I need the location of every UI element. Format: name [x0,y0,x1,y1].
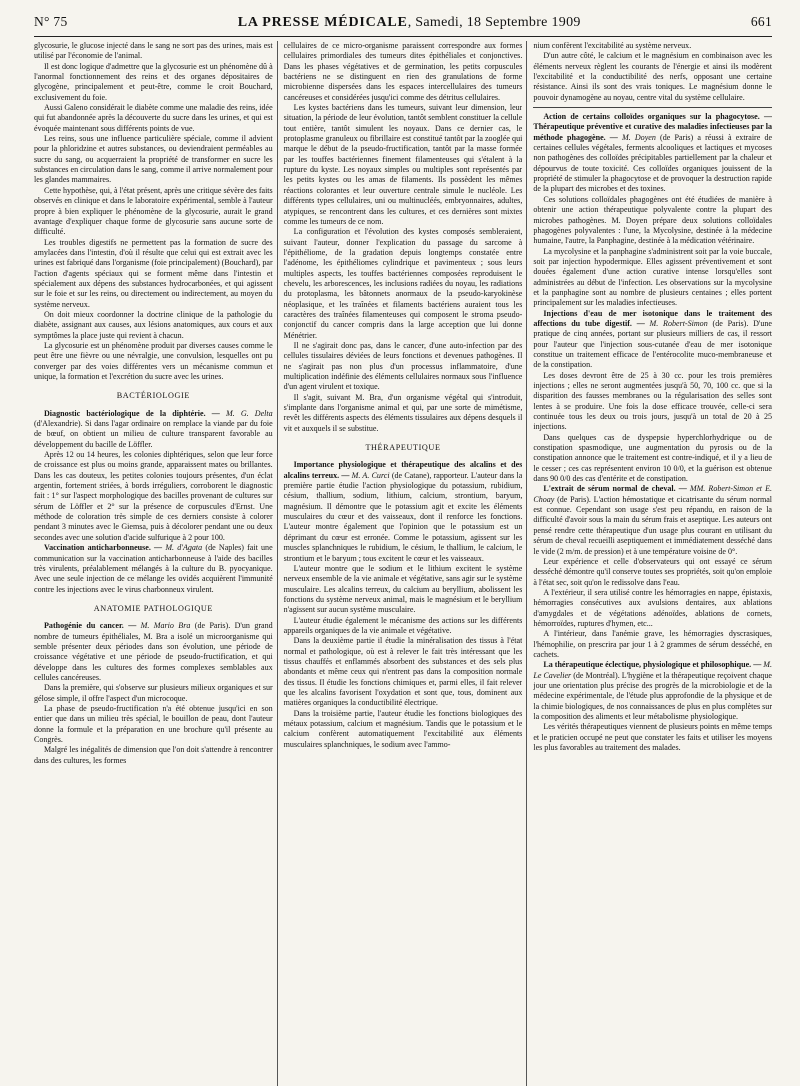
paragraph: La mycolysine et la panphagine s'administrent soit par la voie buccale, soit par injection hypodermique. Elles agissent préventivement et sont douées également d'une action curative intense lorsqu'elles sont administrées au début de l'infection. Les observations sur la mycolysine et la panphagine sont au nombre de plusieurs centaines ; elles portent principalement sur les maladies infectieuses. [533,246,773,308]
section-heading-anatomie: ANATOMIE PATHOLOGIQUE [93,603,213,613]
paragraph: Les kystes bactériens dans les tumeurs, suivant leur dimension, leur situation, la période de leur évolution, tantôt semblent constituer la cellule tout entière, tantôt simulent les noyaux. Dans ce dernier cas, le protoplasme granuleux ou fibrillaire est constitué tantôt par la zooglée qui marque le début de la pseudo-fructification, tantôt par la masse formée par les touffes bactériennes finement filamenteuses qui s'étalent à la rupture du kyste. Les noyaux simples ou multiples sont représentés par les petits kystes ou les amas de filaments. Ils possèdent les mêmes réactions colorantes et leur ouverture centrale simule le nucléole. Les différents types cellulaires, uni ou multinucléés, embryonnaires, adultes, atypiques, se rencontrent dans les cultures, et ces dernières sont mixtes comme les tumeurs de ce nom. [283,103,523,226]
article-body: (de Paris). D'un grand nombre de tumeurs épithéliales, M. Bra a isolé un microorganisme qui semble présenter deux périodes dans son évolution, une période de croissance végétative et une période de pseudo-fructification, et qui développe dans les cultures des formes complexes semblables aux cellules cancéreuses. [34,621,273,682]
article-alcalins [284,460,523,563]
column-2 [277,41,523,1086]
article-body: (de Catane), rapporteur. L'auteur dans la première partie étudie l'action physiologique du potassium, rubidium, césium, thallium, sodium, lithium, calcium, strontium, baryum, magnésium. Il démontre que le potassium agit et excite les éléments musculaires du cœur et des vaisseaux, dont il renforce les fonctions. L'auteur montre également que l'opinion que le potassium est un déprimant du cœur est erronée. Comme le potassium, agissent sur les muscles splanchniques le rubidium, le césium, le thallium, le calcium, le strontium et le baryum ; tous excitent le cœur et les vaisseaux. [283,470,523,563]
paragraph: Les doses devront être de 25 à 30 cc. pour les trois premières injections ; elles ne seront augmentées jusqu'à 50, 70, 100 cc. que si la disparition des fausses membranes ou la régularisation des selles sont lentes à se produire. Une fois la dose efficace trouvée, celle-ci sera continuée tous les deux ou trois jours, jusqu'à un total de 20 à 25 injections. [533,370,773,432]
issue-number: N° 75 [34,14,68,29]
article-title: Injections d'eau de mer isotonique dans le traitement des affections du tube digestif. — [533,308,773,328]
paragraph: La configuration et l'évolution des kystes composés sembleraient, suivant l'auteur, donner l'explication du passage du sarcome à l'épithéliome, de la gradation depuis longtemps constatée entre l'adénome, les épithéliomes cylindrique et pavimenteux ; sous leurs multiples aspects, les touffes bactériennes composées reproduisent le chevelu, les arborescences, les inclusions radiées du noyau, les radiations du protoplasma, les bâtonnets anormaux de la pseudo-karyokinèse néoplasique, et les traînées et filaments bactériens auraient tous les caractères des traînées filamenteuses qui composent le stroma pseudo-conjonctif du cancer compris dans la large acception que lui donne Ménétrier. [283,227,523,340]
paragraph: Malgré les inégalités de dimension que l'on doit s'attendre à rencontrer dans des cultures, les formes [34,745,273,765]
article-author: M. G. Delta [225,408,273,418]
article-serum [533,484,772,556]
article-eclectique [533,660,772,722]
issue-date: , Samedi, 18 Septembre 1909 [407,15,581,30]
article-title: Vaccination anticharbonneuse. — [44,543,163,553]
article-body: (de Paris). D'une pratique de cinq années, portant sur plusieurs milliers de cas, il ressort pour l'auteur que l'injection sous-cutanée d'eau de mer isotonique constitue un traitement efficace de l'entérocolite muco-membraneuse et de la constipation. [533,318,773,370]
paragraph: Leur expérience et celle d'observateurs qui ont essayé ce sérum desséché démontre qu'il conserve toutes ses propriétés, soit qu'on emploie à l'état sec, soit qu'on le redissolve dans l'eau. [533,556,773,587]
divider [533,107,772,108]
paragraph: L'auteur étudie également le mécanisme des actions sur les différents appareils organiques de la vie animale et végétative. [283,615,523,635]
paragraph: A l'extérieur, il sera utilisé contre les hémorragies en nappe, épistaxis, hémorragies consécutives aux avulsions dentaires, aux ablations d'amygdales et de végétations adénoïdes, ablations de cornets, hémorroïdes, ruptures d'hymen, etc... [533,587,773,628]
paragraph: Il s'agit, suivant M. Bra, d'un organisme végétal qui s'introduit, s'implante dans l'organisme animal et qui, par une sorte de mimétisme, revêt les différents aspects des éléments tissulaires aux dépens desquels il vit et auxquels il se substitue. [283,392,523,433]
paragraph: Les reins, sous une influence particulière spéciale, comme il advient pour la phloridzine et autres substances, ou deviendraient perméables au sucre du sang, ou acquerraient la propriété de transformer en sucre les substances en circulation dans le sang, comme il arrive normalement pour les glandes mammaires. [34,134,273,185]
masthead [34,14,772,37]
paragraph: La glycosurie est un phénomène produit par diverses causes comme le peut être une fièvre ou une névralgie, une convulsion, lesquelles ont pu converger par des voies différentes vers un mécanisme commun et unique, la formation et l'excrétion du sucre avec les urines. [34,340,273,381]
article-title: Diagnostic bactériologique de la diphtérie. — [44,408,220,418]
paragraph: D'un autre côté, le calcium et le magnésium en combinaison avec les éléments nerveux règlent les courants de l'énergie et ainsi ils modèrent l'excitabilité et la conductibilité des nerfs, opposant une certaine résistance. Ainsi ils sont des vrais toniques. Le magnésium donne le pouvoir dynamogène au noyau, centre vital du système cellulaire. [533,51,773,102]
paragraph: Après 12 ou 14 heures, les colonies diphtériques, selon que leur force de croissance est plus ou moins grande, apparaissent mates ou brillantes. Dans les cas douteux, les petites colonies toujours présentes, d'un éclat argentin, fortement striées, à bords irréguliers, corroborent le diagnostic fait : 1° sur l'aspect morphologique des bacilles provenant de cultures sur sérum de Löffler et 2° sur la présence de corpuscules d'Ernst. Une méthode de coloration très simple de ces derniers consiste à colorer pendant 3 minutes avec le Giemsa, puis à décolorer pendant une ou deux secondes avec une solution d'acide sulfurique à 2 pour 100. [34,450,273,542]
paragraph: Il est donc logique d'admettre que la glycosurie est un phénomène dû à l'anormal fonctionnement des reins et des organes dépositaires de glycogène, principalement et peut-être, comme le croit Bouchard, exclusivement du foie. [34,61,273,102]
article-body: (de Naples) fait une communication sur la vaccination anticharbonneuse à l'aide des bacilles très virulents, préalablement mélangés à la culture du B. pyocyanique. Avec une seule injection de ce mélange les ovidés acquièrent l'immunité contre les injections avec le virus charbonneux virulent. [34,543,273,594]
article-body: (de Montréal). L'hygiène et la thérapeutique reçoivent chaque jour une orientation plus précise des progrès de la microbiologie et de la médecine expérimentale, de l'étude plus approfondie de la physique et de la chimie biologiques, de nos connaissances de plus en plus complètes sur la composition des aliments et leur métabolisme physiologique. [533,670,773,721]
paragraph: glycosurie, le glucose injecté dans le sang ne sort pas des urines, mais est utilisé par l'économie de l'animal. [34,41,273,61]
column-3 [526,41,772,1086]
paragraph: On doit mieux coordonner la doctrine clinique de la pathologie du diabète, assignant aux causes, aux lésions anatomiques, aux cours et aux symptômes la place juste qui revient à chacun. [34,309,273,340]
article-author: M. Robert-Simon [649,318,708,328]
journal-title: LA PRESSE MÉDICALE [237,15,408,30]
paragraph: Dans la troisième partie, l'auteur étudie les fonctions biologiques des métaux potassium, calcium et magnésium. Tandis que le potassium et le calcium confèrent automatiquement l'excitabilité aux éléments musculaires splanchniques, le sodium avec l'ammo- [283,708,523,749]
article-cancer [34,621,273,683]
article-title: Importance physiologique et thérapeutique des alcalins et des alcalins terreux. — [283,460,523,480]
article-eau-de-mer [533,309,772,371]
journal-title-line [238,15,581,31]
section-heading-therapeutique: THÉRAPEUTIQUE [365,443,441,453]
page-number: 661 [750,14,772,29]
article-author: MM. Robert-Simon et E. Choay [533,484,773,504]
paragraph: Dans la deuxième partie il étudie la minéralisation des tissus à l'état normal et pathologique, où est à relever le fait très intéressant que les tissus chauffés et enflammés absorbent des substances et des sels plus abondants et même ceux qui n'entrent pas dans la composition normale des tissus. Il étudie les fonctions chimiques et, parmi elles, il fait relever que les alcalins favorisent l'oxydation et sont que, tous, dominent aux matières organiques la conductibilité électrique. [283,636,523,708]
paragraph: La phase de pseudo-fructification n'a été obtenue jusqu'ici en son entier que dans un milieu très spécial, le bouillon de peau, dont l'auteur donne la formule et la préparation en une brochure qu'il présente au Congrès. [34,703,273,744]
paragraph: nium confèrent l'excitabilité au système nerveux. [533,41,692,50]
article-body: (de Paris) a réussi à extraire de certaines cellules végétales, ferments alcooliques et lactiques et mycoses non pathogènes des colloïdes précipitables partiellement par la chaleur et dépourvus de toute toxicité. Ces colloïdes organiques jouissent de la propriété de stimuler la phagocytose et de provoquer la destruction rapide de la plupart des microbes et des toxines. [533,132,773,194]
article-title: Pathogénie du cancer. — [44,621,137,631]
paragraph: Cette hypothèse, qui, à l'état présent, après une critique sévère des faits observés en clinique et dans le laboratoire expérimental, semble à l'auteur propre à bien expliquer le phénomène de la glycosurie, aurait le grand avantage d'expliquer chaque forme de glycosurie sans aucune sorte de difficulté. [34,185,273,237]
paragraph: A l'intérieur, dans l'anémie grave, les hémorragies dyscrasiques, l'hémophilie, on prescrira par jour 1 à 2 grammes de sérum desséché, en cachets. [533,629,773,659]
paragraph: Dans quelques cas de dyspepsie hyperchlorhydrique ou de constipation spasmodique, une augmentation du pyrosis ou de la constipation annonce que le traitement est contre-indiqué, et il y a lieu de le cesser ; ces cas représentent environ 10 0/0, et la guérison est obtenue dans 90 0/0 des cas d'entérite et de constipation. [533,432,773,484]
article-author: M. A. Curci [351,470,390,480]
article-diphterie [34,409,273,450]
paragraph: Les vérités thérapeutiques viennent de plusieurs points en même temps et le praticien occupé ne peut que constater les faits et utiliser les moyens les plus favorables au traitement des malades. [533,722,773,753]
article-body: (de Paris). L'action hémostatique et cicatrisante du sérum normal est connue. Cependant son usage s'est peu répandu, en raison de la difficulté d'avoir sous la main du sérum frais et aseptique. Les auteurs ont pensé rendre cette thérapeutique d'un usage plus courant en utilisant du sérum de cheval recueilli aseptiquement et immédiatement desséché dans le vide (2 m/m. de pression) et à une température voisine de 0°. [533,494,773,556]
article-title: Action de certains colloïdes organiques sur la phagocytose. — Thérapeutique préventive et curative des maladies infectieuses par la méthode phagogène. — [533,112,773,142]
article-author: M. Doyen [622,132,656,142]
article-author: M. d'Agata [165,543,203,553]
paragraph: L'auteur montre que le sodium et le lithium excitent le système nerveux ensemble de la vie animale et végétative, sans agir sur le système musculaire. Les alcalins terreux, du calcium au beryllium, abolissent les fonctions du système nerveux animal, mais le magnésium et le beryllium n'agissent sur aucun système musculaire. [283,563,523,615]
article-vaccination [34,543,273,595]
paragraph: Ces solutions colloïdales phagogènes ont été étudiées de manière à obtenir une action thérapeutique polyvalente contre la plupart des microbes pathogènes. M. Doyen prépare deux solutions colloïdales phagogènes polyvalentes : l'une, la Mycolysine, destinée à la médecine humaine, l'autre, la Panphagine, destinée à la médication vétérinaire. [533,194,773,246]
columns [34,41,772,1086]
paragraph: Il ne s'agirait donc pas, dans le cancer, d'une auto-infection par des cellules tissulaires déviées de leurs fonctions et devenues pathogènes. Il ne s'agirait pas non plus d'un processus inflammatoire, d'une multiplication indéfinie des éléments cellulaires normaux sous l'influence d'un agent virulent et toxique. [283,340,523,392]
paragraph: cellulaires de ce micro-organisme paraissent correspondre aux formes cellulaires primordiales des tumeurs dites épithéliales et conjonctives. Dans les phases végétatives et de germination, les petits corpuscules bactériens ne se distinguent en rien des granulations de forme microbienne dispersées dans les espaces intercellulaires des tumeurs cancéreuses et considérées jusqu'ici comme des détritus cellulaires. [283,41,523,102]
paragraph: Aussi Galeno considérait le diabète comme une maladie des reins, idée qui fut abandonnée après la découverte du sucre dans les urines, et qui est évoquée maintenant sous différents points de vue. [34,103,273,133]
article-colloides [533,112,772,195]
column-1 [34,41,273,1086]
section-heading-bacteriologie: BACTÉRIOLOGIE [116,391,190,401]
paragraph: Les troubles digestifs ne permettent pas la formation de sucre des amylacées dans l'intestin, d'où il résulte que celui qui est extrait avec les urines est fabriqué dans l'organisme (foie principalement) (Bouchard), par l'action d'agents spéciaux qui se forment même dans l'intestin et spécialement aux dépens des substances hydrocarbonées, et qui agissent sur le foie et sur les reins, ou directement ou indirectement, au moyen du système nerveux. [34,237,273,309]
article-body: (d'Alexandrie). Si dans l'agar ordinaire on remplace la viande par du foie de bœuf, on obtient un milieu de culture transparent favorable au développement du bacille de Löffler. [34,419,273,449]
article-title: La thérapeutique éclectique, physiologique et philosophique. — [543,660,762,670]
article-author: M. Le Cavelier [533,660,773,680]
paragraph: Dans la première, qui s'observe sur plusieurs milieux organiques et sur gélose simple, il offre l'aspect d'un microcoque. [34,683,273,703]
article-title: L'extrait de sérum normal de cheval. — [543,484,687,494]
article-author: M. Mario Bra [140,621,191,631]
